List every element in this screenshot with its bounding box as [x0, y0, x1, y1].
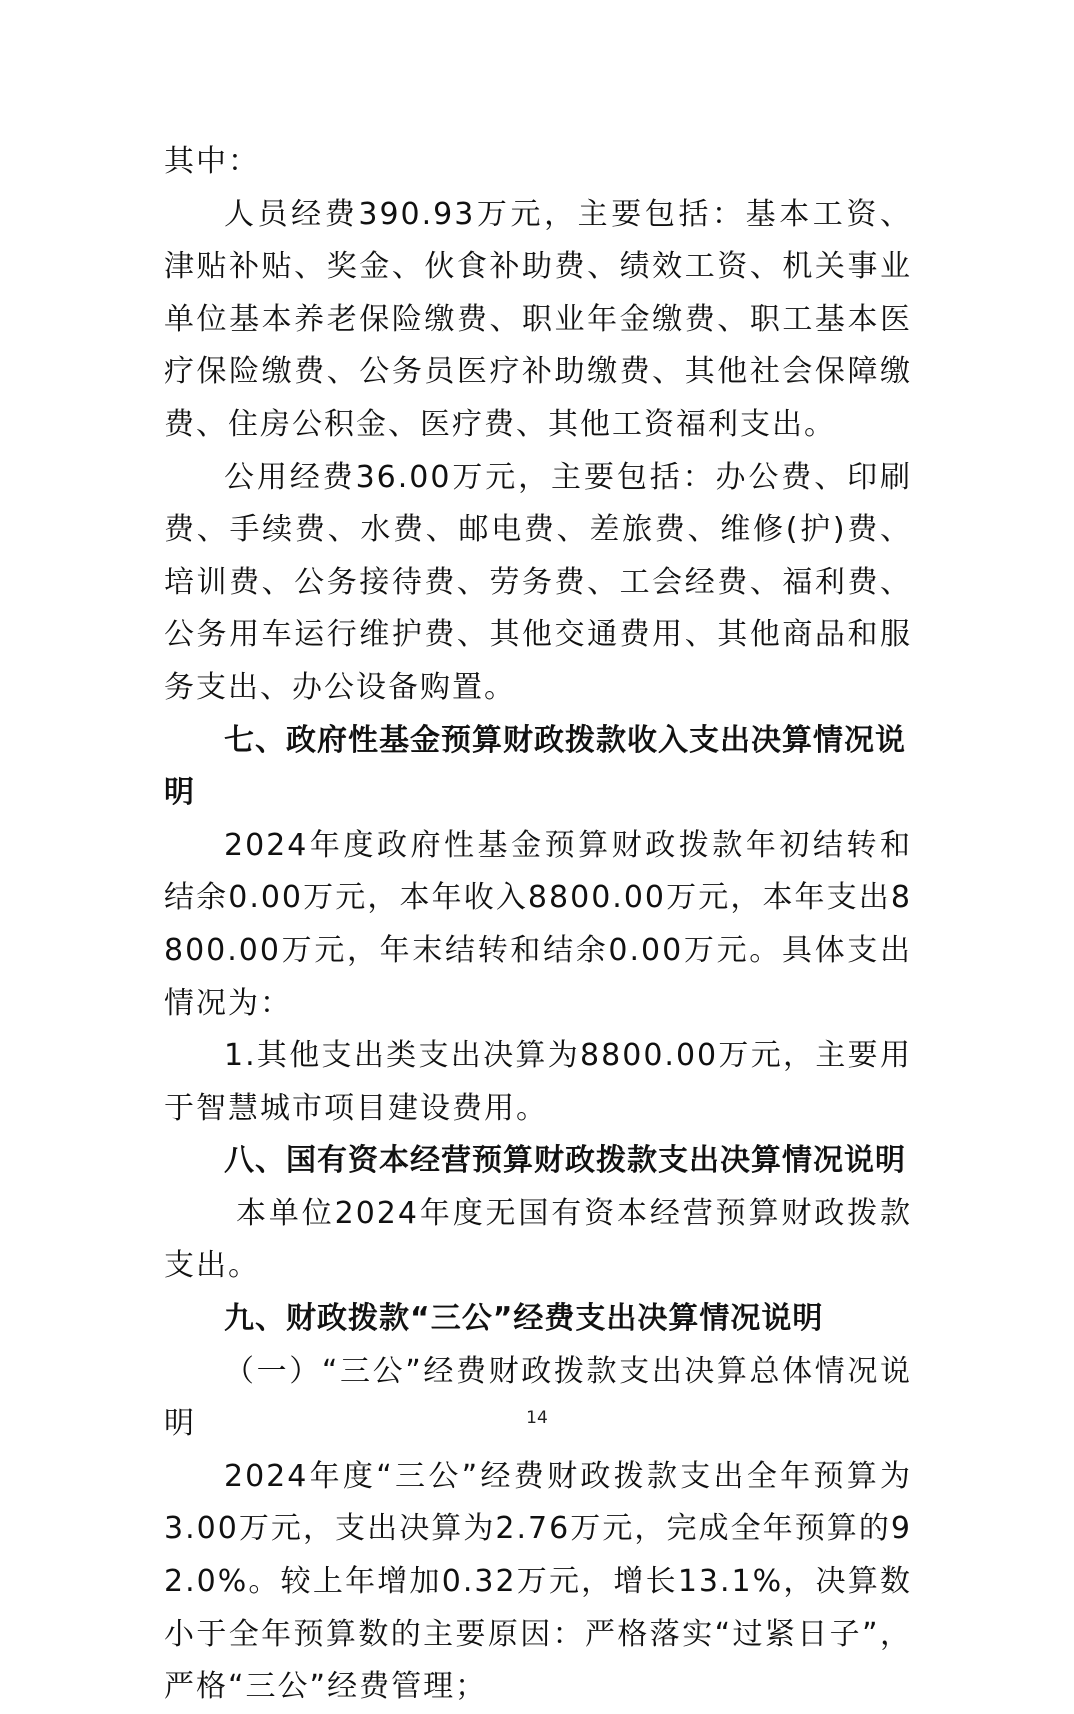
- paragraph-government-fund: 2024年度政府性基金预算财政拨款年初结转和结余0.00万元，本年收入8800.00万元，本年支出8800.00万元，年末结转和结余0.00万元。具体支出情况为：: [164, 827, 912, 1021]
- paragraph-intro: 其中：: [164, 144, 260, 179]
- paragraph-other-expenditure: 1.其他支出类支出决算为8800.00万元，主要用于智慧城市项目建设费用。: [164, 1038, 912, 1126]
- subsection-heading-1: （一）“三公”经费财政拨款支出决算总体情况说明: [164, 1353, 912, 1442]
- document-body: [164, 136, 912, 1714]
- paragraph-three-public-expenses: 2024年度“三公”经费财政拨款支出全年预算为3.00万元，支出决算为2.76万元，完成全年预算的92.0%。较上年增加0.32万元，增长13.1%，决算数小于全年预算数的主要原因：严格落实“过紧日子”，严格“三公”经费管理；: [164, 1458, 912, 1705]
- section-heading-7: 七、政府性基金预算财政拨款收入支出决算情况说明: [164, 722, 906, 811]
- page-number: 14: [526, 1408, 548, 1428]
- paragraph-state-capital: 本单位2024年度无国有资本经营预算财政拨款支出。: [164, 1195, 912, 1284]
- paragraph-personnel-expenses: 人员经费390.93万元，主要包括：基本工资、津贴补贴、奖金、伙食补助费、绩效工资、机关事业单位基本养老保险缴费、职业年金缴费、职工基本医疗保险缴费、公务员医疗补助缴费、其他社会保障缴费、住房公积金、医疗费、其他工资福利支出。: [164, 196, 912, 442]
- section-heading-9: 九、财政拨款“三公”经费支出决算情况说明: [224, 1301, 824, 1337]
- section-heading-8: 八、国有资本经营预算财政拨款支出决算情况说明: [224, 1143, 906, 1179]
- paragraph-public-expenses: 公用经费36.00万元，主要包括：办公费、印刷费、手续费、水费、邮电费、差旅费、维修(护)费、培训费、公务接待费、劳务费、工会经费、福利费、公务用车运行维护费、其他交通费用、其他商品和服务支出、办公设备购置。: [164, 459, 912, 705]
